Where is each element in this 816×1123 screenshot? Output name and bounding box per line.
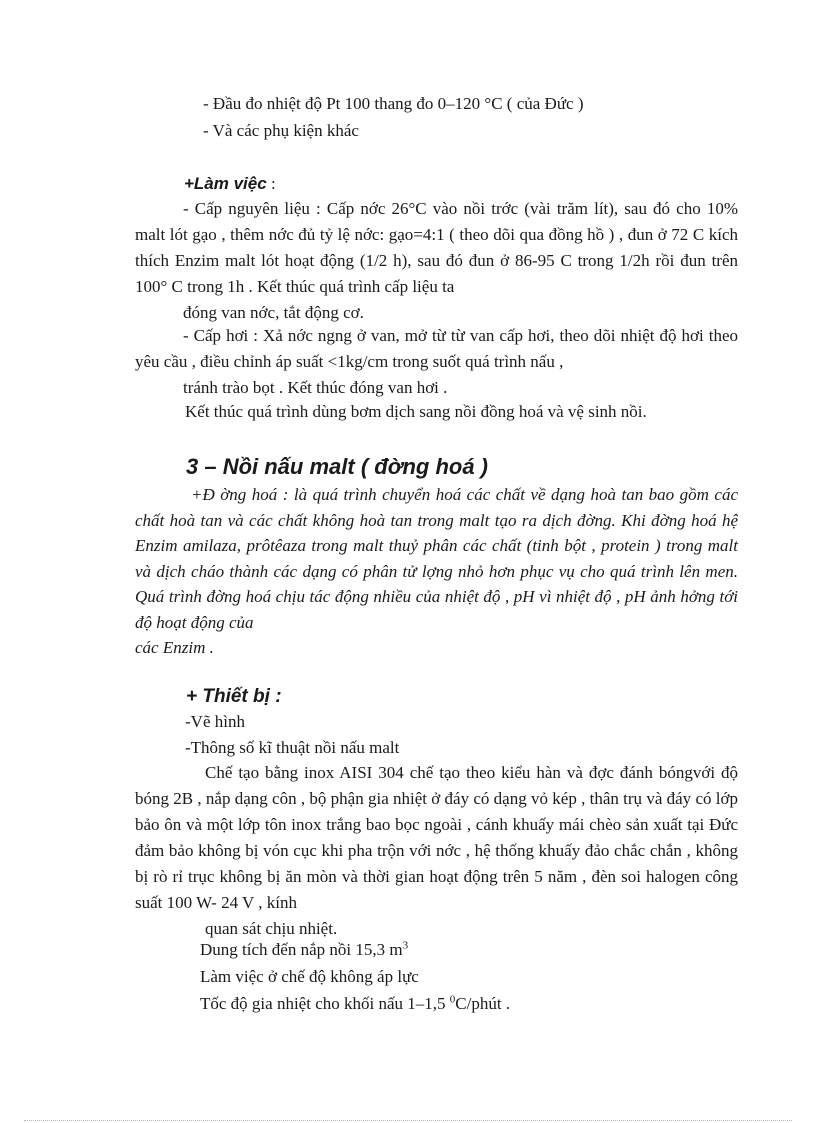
steam-supply-paragraph	[135, 323, 738, 401]
water-supply-text: - Cấp nguyên liệu : Cấp nớc 26°C vào nồi trớc (vài trăm lít), sau đó cho 10% malt lót gạo , thêm nớc đủ tỷ lệ nớc: gạo=4:1 ( theo dõi qua đồng hồ ) , đun ở 72 C kích thích Enzim malt lót hoạt động (1/2 h), sau đó đun ở 86-95 C trong 1/2h rồi đun trên 100° C trong 1h . Kết thúc quá trình cấp liệu ta	[135, 199, 738, 296]
capacity-text: Dung tích đến nắp nồi 15,3 m	[200, 940, 403, 959]
footer-dotted-rule	[24, 1120, 792, 1121]
water-supply-paragraph	[135, 196, 738, 326]
degree-superscript: 0	[449, 993, 456, 1006]
pressure-line: Làm việc ở chế độ không áp lực	[200, 967, 419, 986]
saccharification-text: +Đ ờng hoá : là quá trình chuyển hoá các chất về dạng hoà tan bao gồm các chất hoà tan và các chất không hoà tan trong malt tạo ra dịch đờng. Khi đờng hoá hệ Enzim amilaza, prôtêaza trong malt thuỷ phân các chất (tinh bột , protein ) trong malt và dịch cháo thành các dạng có phân tử lợng nhỏ hơn phục vụ cho quá trình lên men. Quá trình đờng hoá chịu tác động nhiều của nhiệt độ , pH vì nhiệt độ , pH ảnh hởng tới độ hoạt động của	[135, 485, 738, 632]
sensor-line: - Đầu đo nhiệt độ Pt 100 thang đo 0–120 °C ( của Đức )	[203, 94, 584, 113]
water-supply-tail: đóng van nớc, tắt động cơ.	[183, 303, 364, 322]
spec-text: Chế tạo bằng inox AISI 304 chế tạo theo kiểu hàn và đợc đánh bóngvới độ bóng 2B , nắp dạng côn , bộ phận gia nhiệt ở đáy có dạng vỏ kép , thân trụ và đáy có lớp bảo ôn và một lớp tôn inox trắng bao bọc ngoài , cánh khuấy mái chèo sản xuất tại Đức đảm bảo không bị vón cục khi pha trộn với nớc , hệ thống khuấy đảo chắc chắn , không bị rò rỉ trục không bị ăn mòn và thời gian hoạt động trên 5 năm , đèn soi halogen công suất 100 W- 24 V , kính	[135, 763, 738, 912]
equipment-heading: + Thiết bị :	[186, 686, 282, 707]
spec-paragraph	[135, 760, 738, 942]
saccharification-paragraph	[135, 482, 738, 661]
work-heading-text: +Làm việc	[184, 174, 267, 193]
heating-rate-text: Tốc độ gia nhiệt cho khối nấu 1–1,5	[200, 994, 450, 1013]
work-heading-colon: :	[266, 174, 276, 193]
spec-tail: quan sát chịu nhiệt.	[205, 919, 338, 938]
capacity-line	[200, 939, 408, 961]
work-end-line: Kết thúc quá trình dùng bơm dịch sang nồi đồng hoá và vệ sinh nồi.	[185, 402, 647, 421]
accessories-line: - Và các phụ kiện khác	[203, 121, 359, 140]
spec-title: -Thông số kĩ thuật nồi nấu malt	[185, 738, 400, 757]
heating-rate-unit: C/phút .	[455, 994, 511, 1013]
heating-rate-line	[200, 993, 510, 1015]
steam-supply-text: - Cấp hơi : Xả nớc ngng ở van, mở từ từ van cấp hơi, theo dõi nhiệt độ hơi theo yêu cầu , điều chỉnh áp suất <1kg/cm trong suốt quá trình nấu ,	[135, 326, 738, 371]
draw-line: -Vẽ hình	[185, 712, 245, 731]
capacity-superscript: 3	[402, 939, 409, 952]
steam-supply-tail: tránh trào bọt . Kết thúc đóng van hơi .	[183, 378, 448, 397]
saccharification-tail: các Enzim .	[135, 638, 214, 657]
section-3-title: 3 – Nồi nấu malt ( đờng hoá )	[186, 454, 489, 479]
work-heading	[184, 173, 276, 195]
